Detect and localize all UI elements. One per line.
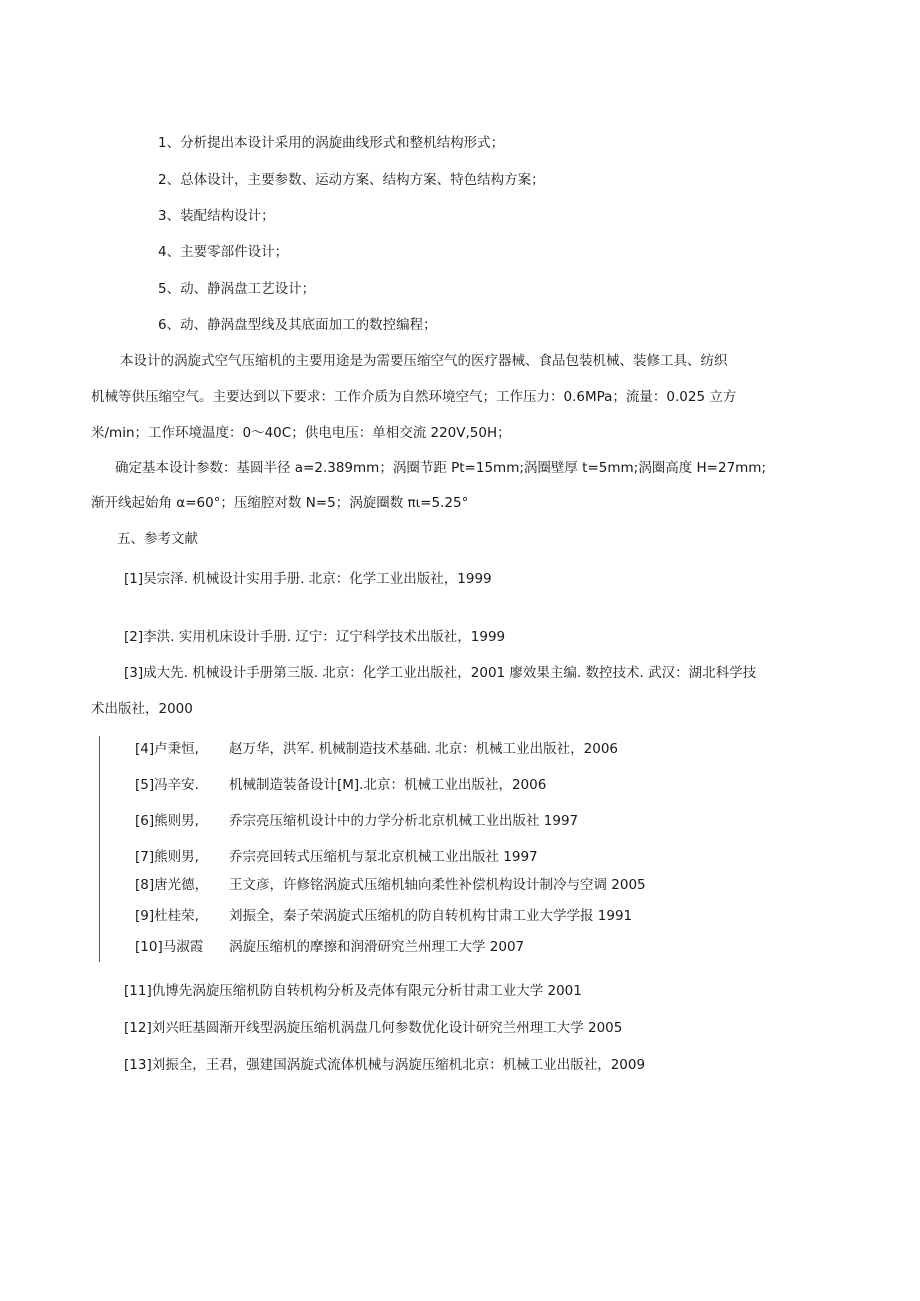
reference-10-author: [10]马淑霞 <box>135 939 204 955</box>
reference-4-detail: 赵万华，洪军. 机械制造技术基础. 北京：机械工业出版社，2006 <box>229 741 619 757</box>
reference-2: [2]李洪. 实用机床设计手册. 辽宁：辽宁科学技术出版社，1999 <box>124 629 506 645</box>
list-item-2: 2、总体设计，主要参数、运动方案、结构方案、特色结构方案； <box>158 172 545 188</box>
reference-7-detail: 乔宗亮回转式压缩机与泵北京机械工业出版社 1997 <box>229 849 538 865</box>
reference-3: [3]成大先. 机械设计手册第三版. 北京：化学工业出版社，2001 廖效果主编. 数控技术. 武汉：湖北科学技 <box>124 665 757 681</box>
reference-6-author: [6]熊则男, <box>135 813 199 829</box>
reference-4-author: [4]卢秉恒, <box>135 741 199 757</box>
reference-7-author: [7]熊则男, <box>135 849 199 865</box>
reference-13: [13]刘振全，王君，强建国涡旋式流体机械与涡旋压缩机北京：机械工业出版社，2009 <box>124 1057 646 1073</box>
list-item-6: 6、动、静涡盘型线及其底面加工的数控编程； <box>158 317 437 333</box>
reference-5-detail: 机械制造装备设计[M].北京：机械工业出版社，2006 <box>229 777 547 793</box>
reference-8-detail: 王文彦，许修铭涡旋式压缩机轴向柔性补偿机构设计制冷与空调 2005 <box>229 877 646 893</box>
list-item-1: 1、分析提出本设计采用的涡旋曲线形式和整机结构形式； <box>158 135 505 151</box>
section-title: 五、参考文献 <box>117 531 198 547</box>
reference-8-author: [8]唐光德， <box>135 877 209 893</box>
reference-6-detail: 乔宗亮压缩机设计中的力学分析北京机械工业出版社 1997 <box>229 813 579 829</box>
reference-9-detail: 刘振全，秦子荣涡旋式压缩机的防自转机构甘肃工业大学学报 1991 <box>229 908 633 924</box>
reference-12: [12]刘兴旺基圆渐开线型涡旋压缩机涡盘几何参数优化设计研究兰州理工大学 2005 <box>124 1020 623 1036</box>
purpose-line-3: 米/min；工作环境温度：0～40C；供电电压：单相交流 220V,50H； <box>91 425 511 441</box>
reference-11: [11]仇博先涡旋压缩机防自转机构分析及壳体有限元分析甘肃工业大学 2001 <box>124 983 582 999</box>
reference-1: [1]吴宗泽. 机械设计实用手册. 北京：化学工业出版社，1999 <box>124 571 492 587</box>
params-line-2: 渐开线起始角 α=60°；压缩腔对数 N=5；涡旋圈数 πι=5.25° <box>91 495 469 511</box>
params-line-1: 确定基本设计参数：基圆半径 a=2.389mm；涡圈节距 Pt=15mm;涡圈壁厚 t=5mm;涡圈高度 H=27mm; <box>115 460 767 476</box>
reference-9-author: [9]杜桂荣, <box>135 908 199 924</box>
margin-bar <box>99 736 100 962</box>
purpose-line-2: 机械等供压缩空气。主要达到以下要求：工作介质为自然环境空气；工作压力：0.6MPa；流量：0.025 立方 <box>91 389 737 405</box>
list-item-5: 5、动、静涡盘工艺设计； <box>158 281 316 297</box>
reference-5-author: [5]冯辛安. <box>135 777 199 793</box>
reference-3-cont: 术出版社，2000 <box>91 701 193 717</box>
reference-10-detail: 涡旋压缩机的摩擦和润滑研究兰州理工大学 2007 <box>229 939 525 955</box>
list-item-3: 3、装配结构设计； <box>158 208 275 224</box>
purpose-line-1: 本设计的涡旋式空气压缩机的主要用途是为需要压缩空气的医疗器械、食品包装机械、装修工具、纺织 <box>120 353 728 369</box>
list-item-4: 4、主要零部件设计； <box>158 244 289 260</box>
